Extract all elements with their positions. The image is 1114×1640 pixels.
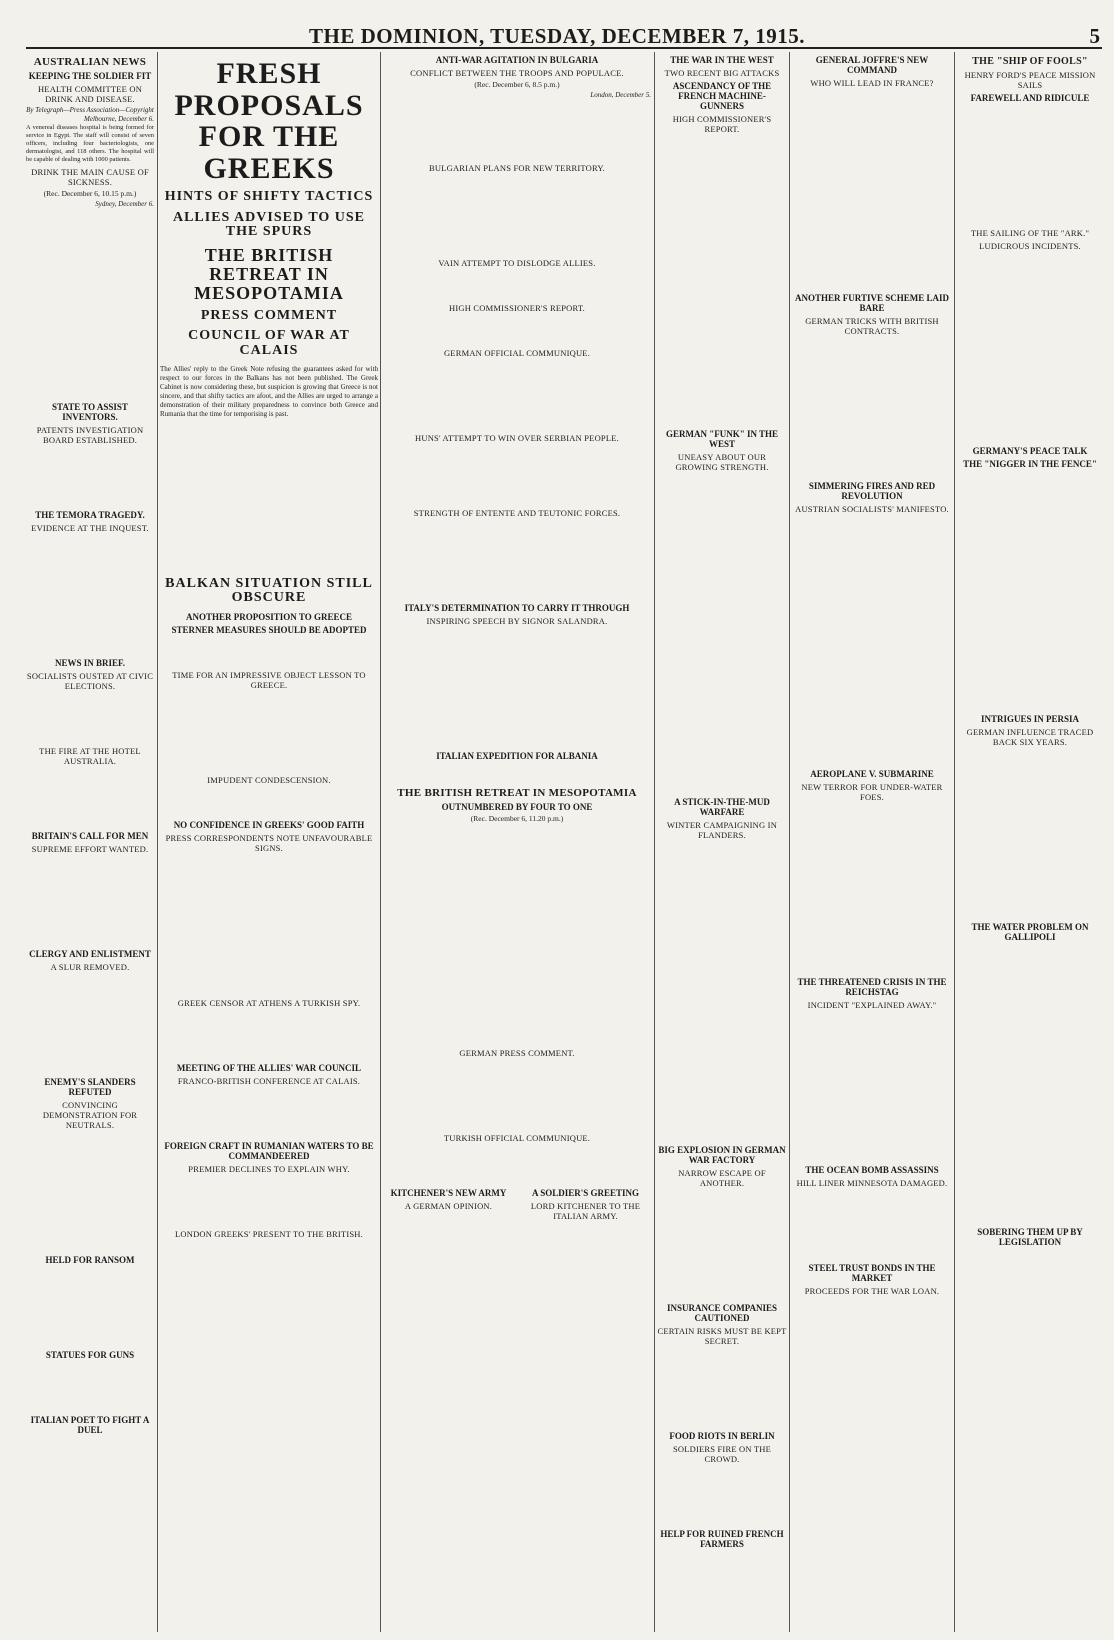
article-subhead: HEALTH COMMITTEE ON DRINK AND DISEASE. xyxy=(37,84,143,104)
article-text-block xyxy=(657,136,787,426)
two-story-row xyxy=(383,1185,651,1223)
article-subhead: GERMAN TRICKS WITH BRITISH CONTRACTS. xyxy=(805,316,939,336)
article-headline: INTRIGUES IN PERSIA xyxy=(980,714,1080,724)
column-rule xyxy=(380,52,381,1632)
article-text-block xyxy=(657,1466,787,1526)
article-headline: STATUES FOR GUNS xyxy=(45,1350,135,1360)
column-australian-news xyxy=(26,52,154,1632)
article-text-block xyxy=(383,270,651,300)
article-subhead: A SLUR REMOVED. xyxy=(50,962,130,972)
received-line: (Rec. December 6, 11.20 p.m.) xyxy=(470,814,564,823)
article-headline: AEROPLANE V. SUBMARINE xyxy=(810,769,934,779)
article-subhead: THE SAILING OF THE "ARK." xyxy=(970,228,1090,238)
masthead xyxy=(0,24,1114,46)
column-rule xyxy=(157,52,158,1632)
article-headline: STEEL TRUST BONDS IN THE MARKET xyxy=(808,1263,936,1283)
article-subhead: AUSTRIAN SOCIALISTS' MANIFESTO. xyxy=(795,504,949,514)
dateline: Melbourne, December 6. xyxy=(84,115,154,123)
column-rule xyxy=(954,52,955,1632)
page-number: 5 xyxy=(1089,24,1100,48)
article-headline-large: THE BRITISH RETREAT IN MESOPOTAMIA xyxy=(397,787,637,799)
article-subhead: LONDON GREEKS' PRESENT TO THE BRITISH. xyxy=(175,1229,363,1240)
article-headline: SOBERING THEM UP BY LEGISLATION xyxy=(977,1227,1083,1247)
article-text-block xyxy=(383,175,651,255)
article-headline: GENERAL JOFFRE'S NEW COMMAND xyxy=(815,55,929,75)
article-text-block xyxy=(957,253,1103,443)
article-headline: ANOTHER FURTIVE SCHEME LAID BARE xyxy=(795,293,949,313)
article-text-block xyxy=(657,1190,787,1300)
article-subhead: EVIDENCE AT THE INQUEST. xyxy=(31,523,149,533)
article-subhead: STRENGTH OF ENTENTE AND TEUTONIC FORCES. xyxy=(413,508,621,518)
article-subhead: CERTAIN RISKS MUST BE KEPT SECRET. xyxy=(657,1326,787,1346)
column-fresh-proposals xyxy=(160,52,378,1632)
article-headline: ENEMY'S SLANDERS REFUTED xyxy=(44,1077,136,1097)
article-text-block xyxy=(26,768,154,828)
article-subhead: TIME FOR AN IMPRESSIVE OBJECT LESSON TO GREECE. xyxy=(172,670,366,691)
article-text-block xyxy=(160,421,378,571)
article-headline: BIG EXPLOSION IN GERMAN WAR FACTORY xyxy=(658,1145,786,1165)
article-headline: A SOLDIER'S GREETING xyxy=(531,1188,640,1198)
article-headline: ITALIAN POET TO FIGHT A DUEL xyxy=(30,1415,150,1435)
article-text-block xyxy=(160,692,378,772)
article-text-block xyxy=(383,360,651,430)
headline-deck: ALLIES ADVISED TO USE THE SPURS xyxy=(172,209,366,240)
article-text-block xyxy=(792,1012,952,1162)
article-headline: KEEPING THE SOLDIER FIT xyxy=(28,71,152,81)
article-text-block xyxy=(26,1132,154,1252)
article-headline: ITALY'S DETERMINATION TO CARRY IT THROUGH xyxy=(404,603,630,613)
article-text-block xyxy=(657,842,787,1142)
article-text-block xyxy=(383,763,651,783)
article-text-block xyxy=(160,1088,378,1138)
article-text-block xyxy=(383,445,651,505)
article-headline: THE WAR IN THE WEST xyxy=(670,55,774,65)
article-text-block xyxy=(26,535,154,655)
article-headline: MEETING OF THE ALLIES' WAR COUNCIL xyxy=(176,1063,362,1074)
article-subhead: HENRY FORD'S PEACE MISSION SAILS xyxy=(964,70,1096,90)
article-text-block xyxy=(792,338,952,478)
article-subhead: FRANCO-BRITISH CONFERENCE AT CALAIS. xyxy=(177,1076,361,1087)
article-subhead: GERMAN PRESS COMMENT. xyxy=(459,1048,575,1058)
article-text-block xyxy=(957,105,1103,225)
article-text-block xyxy=(26,856,154,946)
article-text-block xyxy=(26,447,154,507)
article-text-block xyxy=(957,471,1103,711)
column-ship-of-fools xyxy=(957,52,1103,1632)
article-headline: INSURANCE COMPANIES CAUTIONED xyxy=(666,1303,778,1323)
article-headline: NO CONFIDENCE IN GREEKS' GOOD FAITH xyxy=(173,820,365,831)
received-line: (Rec. December 6, 10.15 p.m.) xyxy=(43,189,137,198)
headline-deck: PRESS COMMENT xyxy=(200,307,338,323)
lead-paragraph: The Allies' reply to the Greek Note refusing the guarantees asked for with respect to our forces in the Balkans has not been published. The Greek Cabinet is now considering these, but suspicion is growing that Greece is not sincere, and that shifty tactics are afoot, and the Allies are urged to arrange a demonstration of their military preparedness to convince both Greece and Rumania that the time for temporising is past. xyxy=(160,364,378,418)
article-subhead: TWO RECENT BIG ATTACKS xyxy=(664,68,780,78)
article-body: A venereal diseases hospital is being formed for service in Egypt. The staff will consist of seven officers, including four bacteriologists, one dermatologist, and 118 others. The hospital will be capable of dealing with 1000 patients. xyxy=(26,124,154,163)
article-headline: ANTI-WAR AGITATION IN BULGARIA xyxy=(435,55,599,65)
credit-line: By Telegraph—Press Association—Copyright xyxy=(26,106,154,114)
article-subhead: HIGH COMMISSIONER'S REPORT. xyxy=(672,114,772,134)
article-headline: THE TEMORA TRAGEDY. xyxy=(35,510,145,520)
article-headline: OUTNUMBERED BY FOUR TO ONE xyxy=(441,802,593,812)
article-subhead: A GERMAN OPINION. xyxy=(404,1201,493,1211)
article-headline: THE "NIGGER IN THE FENCE" xyxy=(963,459,1097,469)
article-headline: NEWS IN BRIEF. xyxy=(55,658,125,668)
article-text-block xyxy=(792,1190,952,1260)
article-text-block xyxy=(383,315,651,345)
article-text-block xyxy=(792,804,952,974)
column-balkans xyxy=(383,52,651,1632)
article-headline: FOREIGN CRAFT IN RUMANIAN WATERS TO BE COMMANDEERED xyxy=(164,1141,374,1162)
article-subhead: NEW TERROR FOR UNDER-WATER FOES. xyxy=(801,782,943,802)
article-text-block xyxy=(657,1348,787,1428)
article-text-block xyxy=(657,474,787,794)
article-text-block xyxy=(26,974,154,1074)
section-heading: AUSTRALIAN NEWS xyxy=(33,56,147,68)
article-subhead: SOLDIERS FIRE ON THE CROWD. xyxy=(672,1444,772,1464)
article-text-block xyxy=(26,693,154,743)
article-headline: STATE TO ASSIST INVENTORS. xyxy=(52,402,128,422)
column-joffre xyxy=(792,52,952,1632)
article-subhead: UNEASY ABOUT OUR GROWING STRENGTH. xyxy=(675,452,769,472)
column-rule xyxy=(654,52,655,1632)
article-text-block xyxy=(160,637,378,667)
article-subhead: PREMIER DECLINES TO EXPLAIN WHY. xyxy=(188,1164,350,1175)
article-subhead: CONVINCING DEMONSTRATION FOR NEUTRALS. xyxy=(42,1100,138,1130)
article-headline: SIMMERING FIRES AND RED REVOLUTION xyxy=(808,481,936,501)
article-subhead: HUNS' ATTEMPT TO WIN OVER SERBIAN PEOPLE. xyxy=(415,433,619,443)
article-subhead: PROCEEDS FOR THE WAR LOAN. xyxy=(804,1286,940,1296)
article-headline: HELP FOR RUINED FRENCH FARMERS xyxy=(660,1529,784,1549)
story-greeting xyxy=(520,1185,651,1223)
article-headline: THE THREATENED CRISIS IN THE REICHSTAG xyxy=(797,977,947,997)
article-subhead: HILL LINER MINNESOTA DAMAGED. xyxy=(796,1178,948,1188)
article-headline: GERMANY'S PEACE TALK xyxy=(972,446,1088,456)
headline-deck: HINTS OF SHIFTY TACTICS xyxy=(164,189,374,204)
article-text-block xyxy=(26,1267,154,1347)
article-text-block xyxy=(26,1362,154,1412)
article-headline: CLERGY AND ENLISTMENT xyxy=(29,949,151,959)
article-headline: ITALIAN EXPEDITION FOR ALBANIA xyxy=(436,751,598,761)
article-subhead: PRESS CORRESPONDENTS NOTE UNFAVOURABLE SIGNS. xyxy=(165,833,373,854)
article-subhead: INSPIRING SPEECH BY SIGNOR SALANDRA. xyxy=(426,616,608,626)
article-text-block xyxy=(383,520,651,600)
article-subhead: HIGH COMMISSIONER'S REPORT. xyxy=(449,303,585,313)
article-text-block xyxy=(957,944,1103,1224)
article-text-block xyxy=(383,100,651,160)
article-subhead: CONFLICT BETWEEN THE TROOPS AND POPULACE. xyxy=(410,68,624,78)
article-text-block xyxy=(160,1176,378,1226)
dateline: Sydney, December 6. xyxy=(95,200,154,208)
article-subhead: INCIDENT "EXPLAINED AWAY." xyxy=(807,1000,937,1010)
story-kitchener xyxy=(383,1185,514,1223)
article-subhead: GREEK CENSOR AT ATHENS A TURKISH SPY. xyxy=(177,998,361,1009)
article-subhead: THE FIRE AT THE HOTEL AUSTRALIA. xyxy=(39,746,141,766)
article-subhead: VAIN ATTEMPT TO DISLODGE ALLIES. xyxy=(438,258,596,268)
article-text-block xyxy=(792,516,952,766)
article-subhead: SUPREME EFFORT WANTED. xyxy=(31,844,149,854)
article-headline: BRITAIN'S CALL FOR MEN xyxy=(31,831,149,841)
column-war-in-west xyxy=(657,52,787,1632)
article-subhead: TURKISH OFFICIAL COMMUNIQUE. xyxy=(443,1133,591,1143)
article-text-block xyxy=(26,209,154,399)
article-headline: THE WATER PROBLEM ON GALLIPOLI xyxy=(971,922,1089,942)
article-text-block xyxy=(383,1060,651,1130)
masthead-title: THE DOMINION, TUESDAY, DECEMBER 7, 1915. xyxy=(309,24,805,48)
article-headline: GERMAN "FUNK" IN THE WEST xyxy=(665,429,779,449)
dateline: London, December 5. xyxy=(590,91,651,99)
article-headline: ANOTHER PROPOSITION TO GREECE xyxy=(186,612,352,623)
article-text-block xyxy=(792,90,952,290)
article-text-block xyxy=(160,787,378,817)
article-subhead: NARROW ESCAPE OF ANOTHER. xyxy=(678,1168,766,1188)
headline-deck: COUNCIL OF WAR AT CALAIS xyxy=(188,328,350,359)
headline-deck: THE BRITISH RETREAT IN MESOPOTAMIA xyxy=(194,245,344,303)
main-headline: FRESH PROPOSALS FOR THE GREEKS xyxy=(174,57,364,185)
article-text-block xyxy=(383,628,651,748)
article-subhead: LUDICROUS INCIDENTS. xyxy=(979,241,1081,251)
article-text-block xyxy=(160,1010,378,1060)
article-subhead: SOCIALISTS OUSTED AT CIVIC ELECTIONS. xyxy=(26,671,154,691)
article-subhead: DRINK THE MAIN CAUSE OF SICKNESS. xyxy=(31,167,149,187)
article-headline: THE OCEAN BOMB ASSASSINS xyxy=(805,1165,939,1175)
article-headline: HELD FOR RANSOM xyxy=(45,1255,135,1265)
article-subhead: IMPUDENT CONDESCENSION. xyxy=(207,775,331,786)
article-headline: ASCENDANCY OF THE FRENCH MACHINE-GUNNERS xyxy=(672,81,772,111)
article-headline: FOOD RIOTS IN BERLIN xyxy=(669,1431,775,1441)
article-text-block xyxy=(383,1145,651,1185)
article-subhead: GERMAN OFFICIAL COMMUNIQUE. xyxy=(443,348,591,358)
article-subhead: WINTER CAMPAIGNING IN FLANDERS. xyxy=(666,820,778,840)
article-headline: KITCHENER'S NEW ARMY xyxy=(390,1188,507,1198)
article-headline: STERNER MEASURES SHOULD BE ADOPTED xyxy=(171,625,367,636)
article-text-block xyxy=(383,825,651,1045)
article-text-block xyxy=(160,855,378,995)
article-headline-large: THE "SHIP OF FOOLS" xyxy=(972,56,1088,67)
headline-deck: BALKAN SITUATION STILL OBSCURE xyxy=(165,575,373,606)
article-headline: A STICK-IN-THE-MUD WARFARE xyxy=(674,797,770,817)
article-headline: FAREWELL AND RIDICULE xyxy=(970,93,1090,103)
received-line: (Rec. December 6, 8.5 p.m.) xyxy=(474,80,560,89)
article-subhead: WHO WILL LEAD IN FRANCE? xyxy=(810,78,934,88)
article-subhead: GERMAN INFLUENCE TRACED BACK SIX YEARS. xyxy=(966,727,1094,747)
article-subhead: LORD KITCHENER TO THE ITALIAN ARMY. xyxy=(530,1201,641,1221)
masthead-rule xyxy=(26,47,1102,49)
article-subhead: BULGARIAN PLANS FOR NEW TERRITORY. xyxy=(429,163,605,173)
column-rule xyxy=(789,52,790,1632)
article-text-block xyxy=(957,749,1103,919)
article-subhead: PATENTS INVESTIGATION BOARD ESTABLISHED. xyxy=(36,425,144,445)
